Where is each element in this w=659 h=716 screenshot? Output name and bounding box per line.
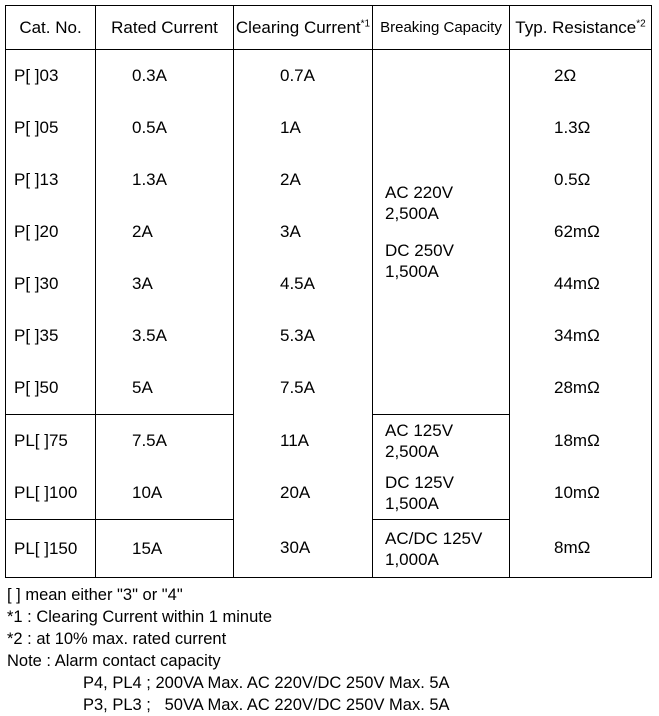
breaking-line: 2,500A — [385, 442, 439, 461]
header-rated-current: Rated Current — [96, 6, 234, 50]
breaking-line: 1,000A — [385, 549, 439, 569]
alarm-note-title: Note : Alarm contact capacity — [7, 652, 221, 670]
table-row — [6, 467, 652, 520]
clearing-current-cell: 2A — [234, 154, 373, 206]
breaking-capacity-cell — [373, 467, 510, 520]
clearing-current-cell: 0.7A — [234, 50, 373, 103]
breaking-line: AC 125V — [385, 421, 454, 440]
rated-current-cell: 1.3A — [96, 154, 234, 206]
footnote-1: *1 : Clearing Current within 1 minute — [7, 608, 273, 626]
cat-no-cell: P[ ]30 — [6, 258, 96, 310]
resistance-cell: 44mΩ — [510, 258, 652, 310]
cat-no-cell: P[ ]50 — [6, 362, 96, 415]
breaking-line: 1,500A — [385, 262, 439, 281]
footnote-ref-1: *1 — [360, 17, 371, 29]
table-row — [6, 310, 652, 362]
alarm-note-p3: P3, PL3 ; 50VA Max. AC 220V/DC 250V Max. 5A — [83, 696, 450, 714]
rated-current-cell: 10A — [96, 467, 234, 520]
rated-current-cell: 7.5A — [96, 415, 234, 468]
table-row — [6, 362, 652, 415]
resistance-cell: 10mΩ — [510, 467, 652, 520]
breaking-capacity-cell — [373, 50, 510, 415]
breaking-line: DC 125V — [385, 473, 454, 492]
cat-no-cell: P[ ]05 — [6, 102, 96, 154]
cat-no-cell: P[ ]13 — [6, 154, 96, 206]
footnotes — [7, 584, 450, 716]
footnote-2: *2 : at 10% max. rated current — [7, 630, 227, 648]
rated-current-cell: 2A — [96, 206, 234, 258]
clearing-current-cell: 20A — [234, 467, 373, 520]
header-row — [6, 6, 652, 50]
breaking-capacity-cell — [373, 520, 510, 578]
resistance-cell: 62mΩ — [510, 206, 652, 258]
table-row — [6, 258, 652, 310]
clearing-current-cell: 4.5A — [234, 258, 373, 310]
table-row — [6, 206, 652, 258]
rated-current-cell: 15A — [96, 520, 234, 578]
breaking-line: DC 250V — [385, 241, 454, 260]
fuse-spec-table — [5, 5, 652, 578]
table-row — [6, 415, 652, 468]
clearing-current-cell: 7.5A — [234, 362, 373, 415]
table-row — [6, 520, 652, 578]
clearing-current-cell: 3A — [234, 206, 373, 258]
cat-no-cell: P[ ]20 — [6, 206, 96, 258]
rated-current-cell: 0.5A — [96, 102, 234, 154]
header-clearing-current: Clearing Current$^{*1}$ — [234, 6, 373, 50]
breaking-capacity-cell — [373, 415, 510, 468]
breaking-line: AC 220V — [385, 183, 454, 202]
header-cat-no: Cat. No. — [6, 6, 96, 50]
rated-current-cell: 3A — [96, 258, 234, 310]
footnote-ref-2: *2 — [636, 17, 646, 29]
resistance-cell: 28mΩ — [510, 362, 652, 415]
breaking-line: 2,500A — [385, 204, 439, 223]
cat-no-cell: PL[ ]150 — [6, 520, 96, 578]
resistance-cell: 1.3Ω — [510, 102, 652, 154]
clearing-current-cell: 1A — [234, 102, 373, 154]
resistance-cell: 0.5Ω — [510, 154, 652, 206]
rated-current-cell: 0.3A — [96, 50, 234, 103]
resistance-cell: 34mΩ — [510, 310, 652, 362]
rated-current-cell: 3.5A — [96, 310, 234, 362]
cat-no-cell: PL[ ]100 — [6, 467, 96, 520]
breaking-line: 1,500A — [385, 494, 439, 513]
resistance-cell: 2Ω — [510, 50, 652, 103]
breaking-line: AC/DC 125V — [385, 528, 483, 548]
clearing-current-cell: 30A — [234, 520, 373, 578]
rated-current-cell: 5A — [96, 362, 234, 415]
clearing-current-cell: 11A — [234, 415, 373, 468]
resistance-cell: 18mΩ — [510, 415, 652, 468]
cat-no-cell: PL[ ]75 — [6, 415, 96, 468]
table-row — [6, 102, 652, 154]
footnote-brackets: [ ] mean either "3" or "4" — [7, 586, 183, 604]
clearing-current-cell: 5.3A — [234, 310, 373, 362]
table-row — [6, 154, 652, 206]
cat-no-cell: P[ ]35 — [6, 310, 96, 362]
spec-table-container — [5, 5, 651, 578]
header-typ-resistance: Typ. Resistance$^{*2}$ — [510, 6, 652, 50]
header-breaking-capacity: Breaking Capacity — [373, 6, 510, 50]
cat-no-cell: P[ ]03 — [6, 50, 96, 103]
alarm-note-p4: P4, PL4 ; 200VA Max. AC 220V/DC 250V Max. 5A — [83, 674, 450, 692]
table-row — [6, 50, 652, 103]
resistance-cell: 8mΩ — [510, 520, 652, 578]
